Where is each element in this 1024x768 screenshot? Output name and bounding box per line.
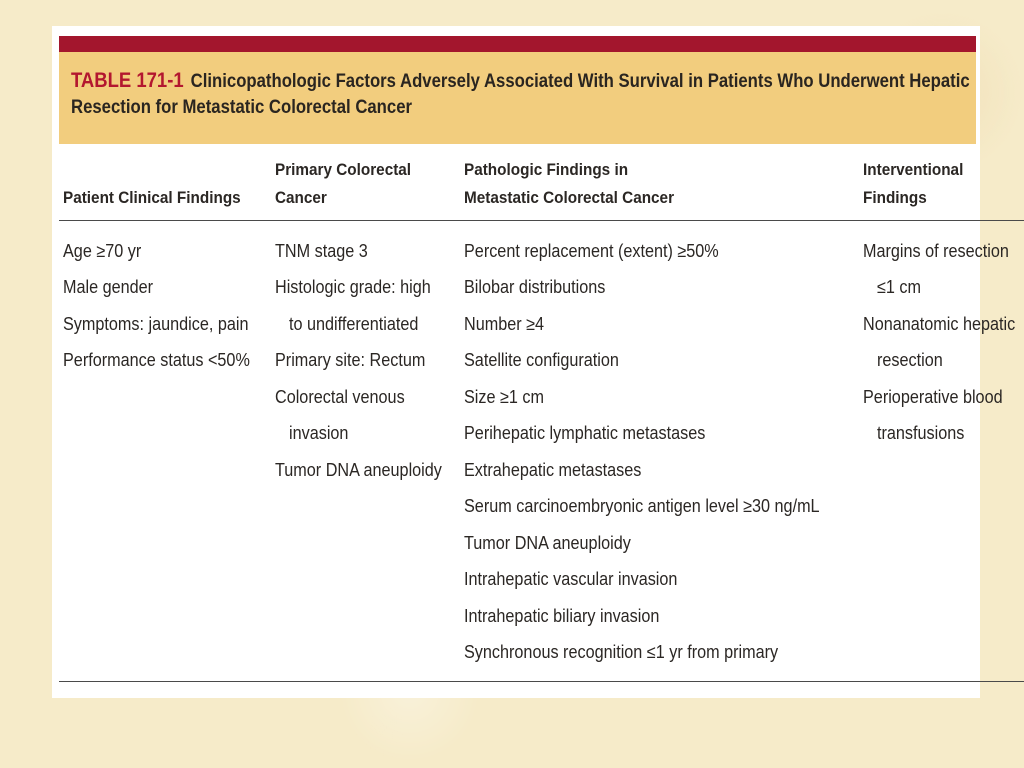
list-item: Age ≥70 yr <box>63 240 142 261</box>
list-item: Perioperative blood <box>863 386 1003 407</box>
slide-content-card <box>52 26 1016 698</box>
list-item: Serum carcinoembryonic antigen level ≥30 ng/mL <box>464 496 820 516</box>
list-item: Colorectal venous <box>274 386 405 407</box>
interventional-findings-cell <box>859 220 1024 681</box>
table-number: TABLE 171-1 <box>71 69 184 92</box>
list-item: Nonanatomic hepatic <box>863 313 1016 334</box>
table-caption <box>71 68 977 121</box>
pathologic-findings-cell <box>460 220 859 681</box>
table-header-bar <box>59 36 976 52</box>
patient-clinical-findings-cell <box>59 220 271 681</box>
column-header-pathologic-findings: Pathologic Findings in Metastatic Colorectal Cancer <box>460 152 859 220</box>
list-item: Size ≥1 cm <box>464 386 545 407</box>
list-item: Histologic grade: high <box>274 277 431 297</box>
table-title: Clinicopathologic Factors Adversely Associated With Survival in Patients Who Underwent Hepatic Resection for Metastatic Colorectal Cancer <box>71 71 970 118</box>
primary-colorectal-cancer-cell <box>271 220 460 681</box>
list-item: Extrahepatic metastases <box>464 459 642 480</box>
factors-table <box>59 152 1024 682</box>
list-item: Margins of resection <box>863 240 1009 261</box>
list-item-continuation: to undifferentiated <box>288 313 419 334</box>
list-item: Tumor DNA aneuploidy <box>274 459 442 480</box>
table-header-row <box>59 152 1024 220</box>
list-item: Number ≥4 <box>464 313 545 334</box>
list-item: Perihepatic lymphatic metastases <box>464 423 706 443</box>
list-item: Symptoms: jaundice, pain <box>63 313 249 334</box>
list-item: Synchronous recognition ≤1 yr from primary <box>464 642 779 662</box>
list-item-continuation: ≤1 cm <box>877 277 922 297</box>
list-item: Intrahepatic vascular invasion <box>464 569 678 589</box>
list-item: Satellite configuration <box>464 350 619 370</box>
list-item: Male gender <box>63 277 154 297</box>
table-row <box>59 220 1024 681</box>
list-item: Tumor DNA aneuploidy <box>464 532 631 553</box>
list-item: Bilobar distributions <box>464 277 606 297</box>
column-header-primary-colorectal-cancer: Primary Colorectal Cancer <box>271 152 460 220</box>
list-item: Percent replacement (extent) ≥50% <box>464 240 719 261</box>
column-header-patient-clinical-findings: Patient Clinical Findings <box>59 152 271 220</box>
list-item: Primary site: Rectum <box>274 350 425 370</box>
list-item: Intrahepatic biliary invasion <box>464 605 660 626</box>
column-header-interventional-findings: Interventional Findings <box>859 152 1024 220</box>
table-title-band <box>59 52 976 144</box>
list-item-continuation: resection <box>877 350 943 370</box>
list-item: TNM stage 3 <box>274 240 368 261</box>
list-item: Performance status <50% <box>63 350 250 370</box>
list-item-continuation: transfusions <box>877 423 965 443</box>
list-item-continuation: invasion <box>288 423 349 443</box>
